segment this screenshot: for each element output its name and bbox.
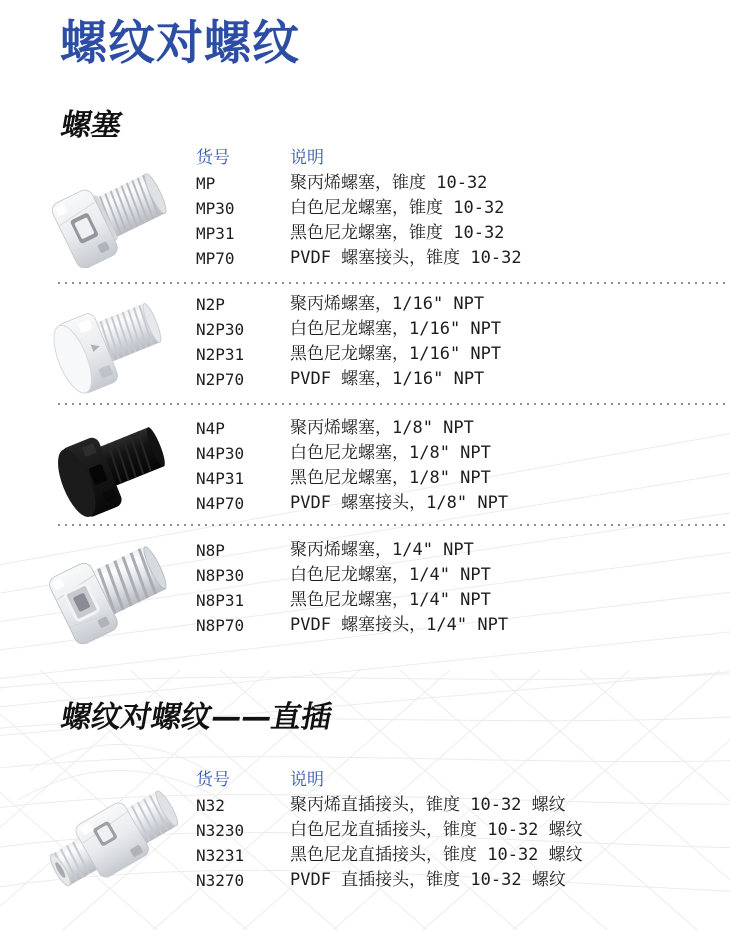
part-number: N4P — [196, 419, 225, 438]
part-description: 聚丙烯直插接头，锥度 10-32 螺纹 — [290, 795, 566, 815]
table-row — [196, 416, 508, 441]
table-row — [196, 563, 508, 588]
part-description: 白色尼龙螺塞，锥度 10-32 — [290, 198, 505, 218]
part-description: 黑色尼龙直插接头，锥度 10-32 螺纹 — [290, 845, 583, 865]
table-row — [196, 868, 583, 893]
part-number: N3231 — [196, 846, 245, 865]
product-image-n4p — [52, 418, 182, 522]
table-row — [196, 221, 522, 246]
part-description: 白色尼龙螺塞，1/16" NPT — [290, 319, 502, 339]
dotted-divider — [58, 403, 726, 405]
table-row — [196, 538, 508, 563]
part-number: N2P — [196, 295, 225, 314]
dotted-divider — [58, 524, 726, 526]
table-row — [196, 613, 508, 638]
section-heading-plugs — [58, 100, 125, 144]
table-header-row — [196, 768, 583, 793]
part-number: N3270 — [196, 871, 245, 890]
table-row — [196, 292, 501, 317]
part-description: PVDF 螺塞接头，1/4" NPT — [290, 615, 509, 635]
plug-render-icon — [48, 294, 178, 394]
part-description: 白色尼龙螺塞，1/8" NPT — [290, 443, 491, 463]
part-number: N2P31 — [196, 345, 245, 364]
part-description: 黑色尼龙螺塞，锥度 10-32 — [290, 223, 505, 243]
product-image-n2p — [48, 294, 178, 398]
page-title: 螺纹对螺纹 — [60, 16, 300, 71]
union-render-icon — [42, 774, 186, 904]
product-table-n8p — [196, 538, 508, 638]
product-image-n8p — [46, 538, 182, 648]
table-row — [196, 441, 508, 466]
part-description: PVDF 直插接头，锥度 10-32 螺纹 — [290, 870, 566, 890]
product-table-n4p — [196, 416, 508, 516]
table-row — [196, 246, 522, 271]
plug-render-icon — [46, 538, 182, 644]
part-description: PVDF 螺塞，1/16" NPT — [290, 369, 485, 389]
part-number: N8P70 — [196, 616, 245, 635]
part-number: MP31 — [196, 224, 235, 243]
part-description: 聚丙烯螺塞，锥度 10-32 — [290, 173, 488, 193]
part-number: MP30 — [196, 199, 235, 218]
part-number: N8P31 — [196, 591, 245, 610]
section-heading-straight — [58, 692, 335, 736]
part-number: MP — [196, 174, 216, 193]
part-number: N4P70 — [196, 494, 245, 513]
product-image-mp — [46, 164, 182, 272]
table-row — [196, 196, 522, 221]
table-row — [196, 843, 583, 868]
table-row — [196, 466, 508, 491]
table-header-row — [196, 146, 522, 171]
part-description: 黑色尼龙螺塞，1/16" NPT — [290, 344, 502, 364]
part-number: MP70 — [196, 249, 235, 268]
column-header-part: 货号 — [196, 770, 230, 790]
product-table-n2p — [196, 292, 501, 392]
product-image-n32 — [42, 774, 186, 908]
table-row — [196, 317, 501, 342]
product-table-n32 — [196, 768, 583, 893]
part-description: 黑色尼龙螺塞，1/4" NPT — [290, 590, 491, 610]
section-heading-plugs-label: 螺塞 — [58, 108, 125, 143]
part-description: 聚丙烯螺塞，1/4" NPT — [290, 540, 474, 560]
table-row — [196, 342, 501, 367]
table-row — [196, 588, 508, 613]
part-description: 聚丙烯螺塞，1/16" NPT — [290, 294, 485, 314]
part-number: N2P30 — [196, 320, 245, 339]
part-description: PVDF 螺塞接头，锥度 10-32 — [290, 248, 522, 268]
product-table-mp — [196, 146, 522, 271]
part-description: 黑色尼龙螺塞，1/8" NPT — [290, 468, 491, 488]
table-row — [196, 367, 501, 392]
part-description: 聚丙烯螺塞，1/8" NPT — [290, 418, 474, 438]
part-number: N8P — [196, 541, 225, 560]
column-header-desc: 说明 — [290, 770, 324, 790]
section-heading-straight-label: 螺纹对螺纹——直插 — [58, 700, 335, 735]
part-number: N8P30 — [196, 566, 245, 585]
part-number: N32 — [196, 796, 225, 815]
part-number: N4P31 — [196, 469, 245, 488]
part-number: N2P70 — [196, 370, 245, 389]
dotted-divider — [58, 282, 726, 284]
table-row — [196, 818, 583, 843]
part-number: N3230 — [196, 821, 245, 840]
part-number: N4P30 — [196, 444, 245, 463]
table-row — [196, 793, 583, 818]
table-row — [196, 171, 522, 196]
part-description: PVDF 螺塞接头，1/8" NPT — [290, 493, 509, 513]
part-description: 白色尼龙螺塞，1/4" NPT — [290, 565, 491, 585]
column-header-part: 货号 — [196, 148, 230, 168]
column-header-desc: 说明 — [290, 148, 324, 168]
plug-render-icon — [46, 164, 182, 268]
plug-render-icon — [52, 418, 182, 518]
table-row — [196, 491, 508, 516]
part-description: 白色尼龙直插接头，锥度 10-32 螺纹 — [290, 820, 583, 840]
